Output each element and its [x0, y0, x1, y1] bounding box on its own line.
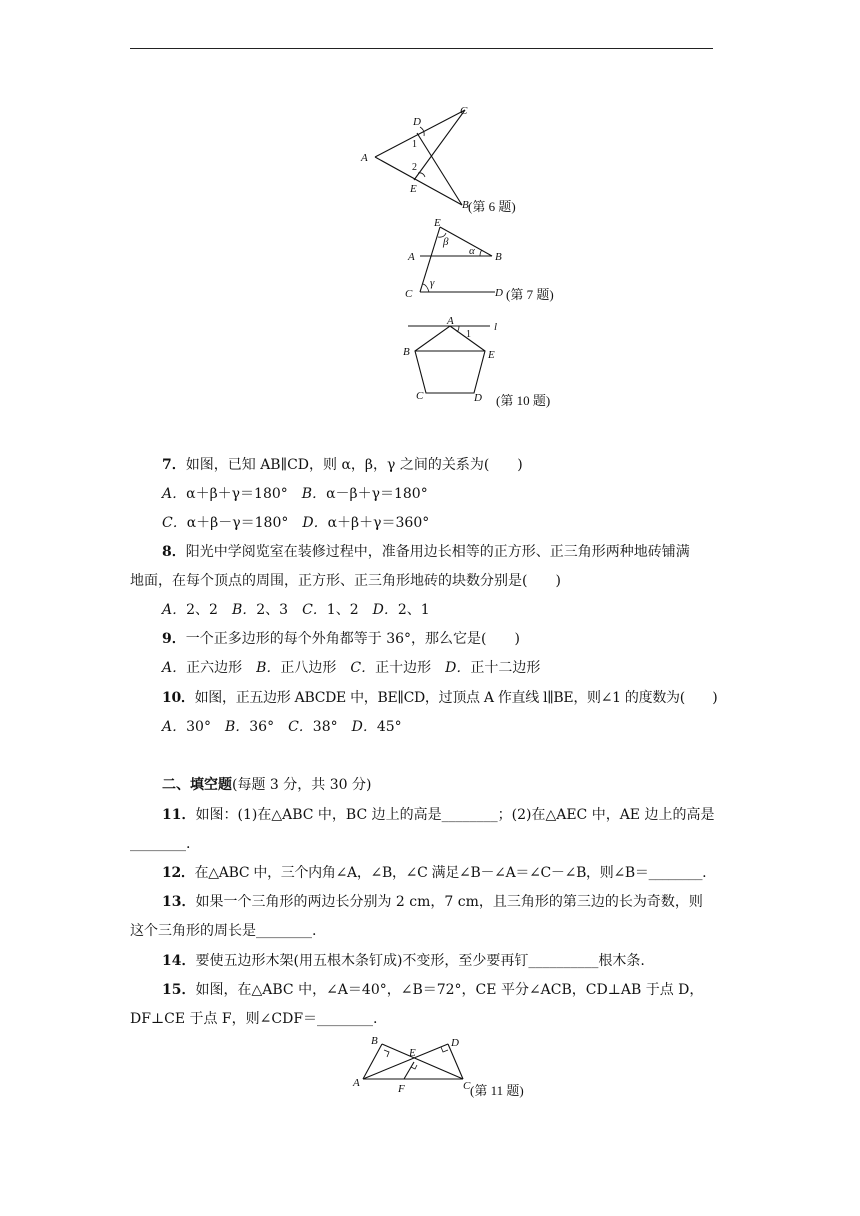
figure-6: [350, 100, 550, 215]
section-2-heading: 二、填空题(每题 3 分，共 30 分): [162, 777, 372, 793]
fig11-label-e: E: [409, 1047, 416, 1059]
fig6-angle-1: 1: [412, 139, 417, 150]
fig7-label-e: E: [434, 217, 441, 229]
fig6-angle-2: 2: [412, 162, 417, 173]
fig7-alpha: α: [469, 245, 475, 257]
fig11-label-a: A: [353, 1077, 360, 1089]
question-7-options-row-1: A．α＋β＋γ＝180° B．α－β＋γ＝180°: [162, 486, 428, 502]
fig10-label-e: E: [488, 349, 495, 361]
question-10-stem: 10．如图，正五边形 ABCDE 中，BE∥CD，过顶点 A 作直线 l∥BE，则∠1 的度数为( ): [162, 690, 718, 706]
fig6-label-a: A: [361, 152, 368, 164]
fig6-label-e: E: [410, 183, 417, 195]
figure-11-caption: (第 11 题): [470, 1083, 524, 1098]
top-rule: [130, 48, 713, 49]
question-9-options: A．正六边形 B．正八边形 C．正十边形 D．正十二边形: [162, 660, 541, 676]
fig6-label-c: C: [460, 105, 468, 117]
figure-6-diagram: [350, 100, 550, 215]
figure-6-caption: (第 6 题): [468, 199, 516, 214]
question-10-options: A．30° B．36° C．38° D．45°: [162, 719, 402, 735]
figure-7-caption: (第 7 题): [506, 287, 554, 302]
fig7-label-d: D: [495, 287, 503, 299]
fig11-label-f: F: [398, 1083, 405, 1095]
question-7-stem: 7．如图，已知 AB∥CD，则 α，β，γ 之间的关系为( ): [162, 457, 523, 473]
question-11-stem-continued: ________.: [130, 836, 191, 852]
fig6-label-b: B: [462, 199, 469, 211]
fig7-label-c: C: [405, 288, 413, 300]
figure-10-caption: (第 10 题): [496, 393, 551, 408]
fig10-label-l: l: [494, 321, 498, 333]
figure-11-diagram: [350, 1032, 480, 1097]
question-13-stem: 13．如果一个三角形的两边长分别为 2 cm，7 cm，且三角形的第三边的长为奇数，则: [162, 894, 703, 910]
question-11-stem: 11．如图：(1)在△ABC 中，BC 边上的高是________；(2)在△AEC 中，AE 边上的高是: [162, 807, 715, 823]
fig10-angle-1: 1: [466, 329, 471, 340]
fig7-gamma: γ: [430, 277, 435, 289]
fig6-label-d: D: [413, 116, 421, 128]
question-9-stem: 9．一个正多边形的每个外角都等于 36°，那么它是( ): [162, 631, 520, 647]
fig11-label-d: D: [451, 1037, 459, 1049]
question-7-options-row-2: C．α＋β－γ＝180° D．α＋β＋γ＝360°: [162, 515, 430, 531]
fig10-label-a: A: [447, 315, 454, 327]
question-15-stem: 15．如图，在△ABC 中，∠A＝40°，∠B＝72°，CE 平分∠ACB，CD⊥AB 于点 D，: [162, 982, 704, 998]
fig7-label-b: B: [495, 251, 502, 263]
question-13-stem-continued: 这个三角形的周长是________.: [130, 923, 317, 939]
question-8-stem-continued: 地面，在每个顶点的周围，正方形、正三角形地砖的块数分别是( ): [130, 573, 561, 589]
figure-11: [350, 1032, 480, 1097]
fig11-label-c: C: [463, 1080, 471, 1092]
question-14-stem: 14．要使五边形木架(用五根木条钉成)不变形，至少要再钉__________根木条.: [162, 953, 645, 969]
fig10-label-c: C: [416, 390, 424, 402]
question-12-stem: 12．在△ABC 中，三个内角∠A，∠B，∠C 满足∠B－∠A＝∠C－∠B，则∠B＝________.: [162, 865, 707, 881]
question-8-options: A．2、2 B．2、3 C．1、2 D．2、1: [162, 602, 430, 618]
question-15-stem-continued: DF⊥CE 于点 F，则∠CDF＝________.: [130, 1011, 378, 1027]
fig10-label-d: D: [474, 392, 482, 404]
fig7-beta: β: [443, 236, 449, 248]
fig10-label-b: B: [403, 346, 410, 358]
fig11-label-b: B: [371, 1035, 378, 1047]
fig7-label-a: A: [408, 251, 415, 263]
question-8-stem: 8．阳光中学阅览室在装修过程中，准备用边长相等的正方形、正三角形两种地砖铺满: [162, 544, 690, 560]
